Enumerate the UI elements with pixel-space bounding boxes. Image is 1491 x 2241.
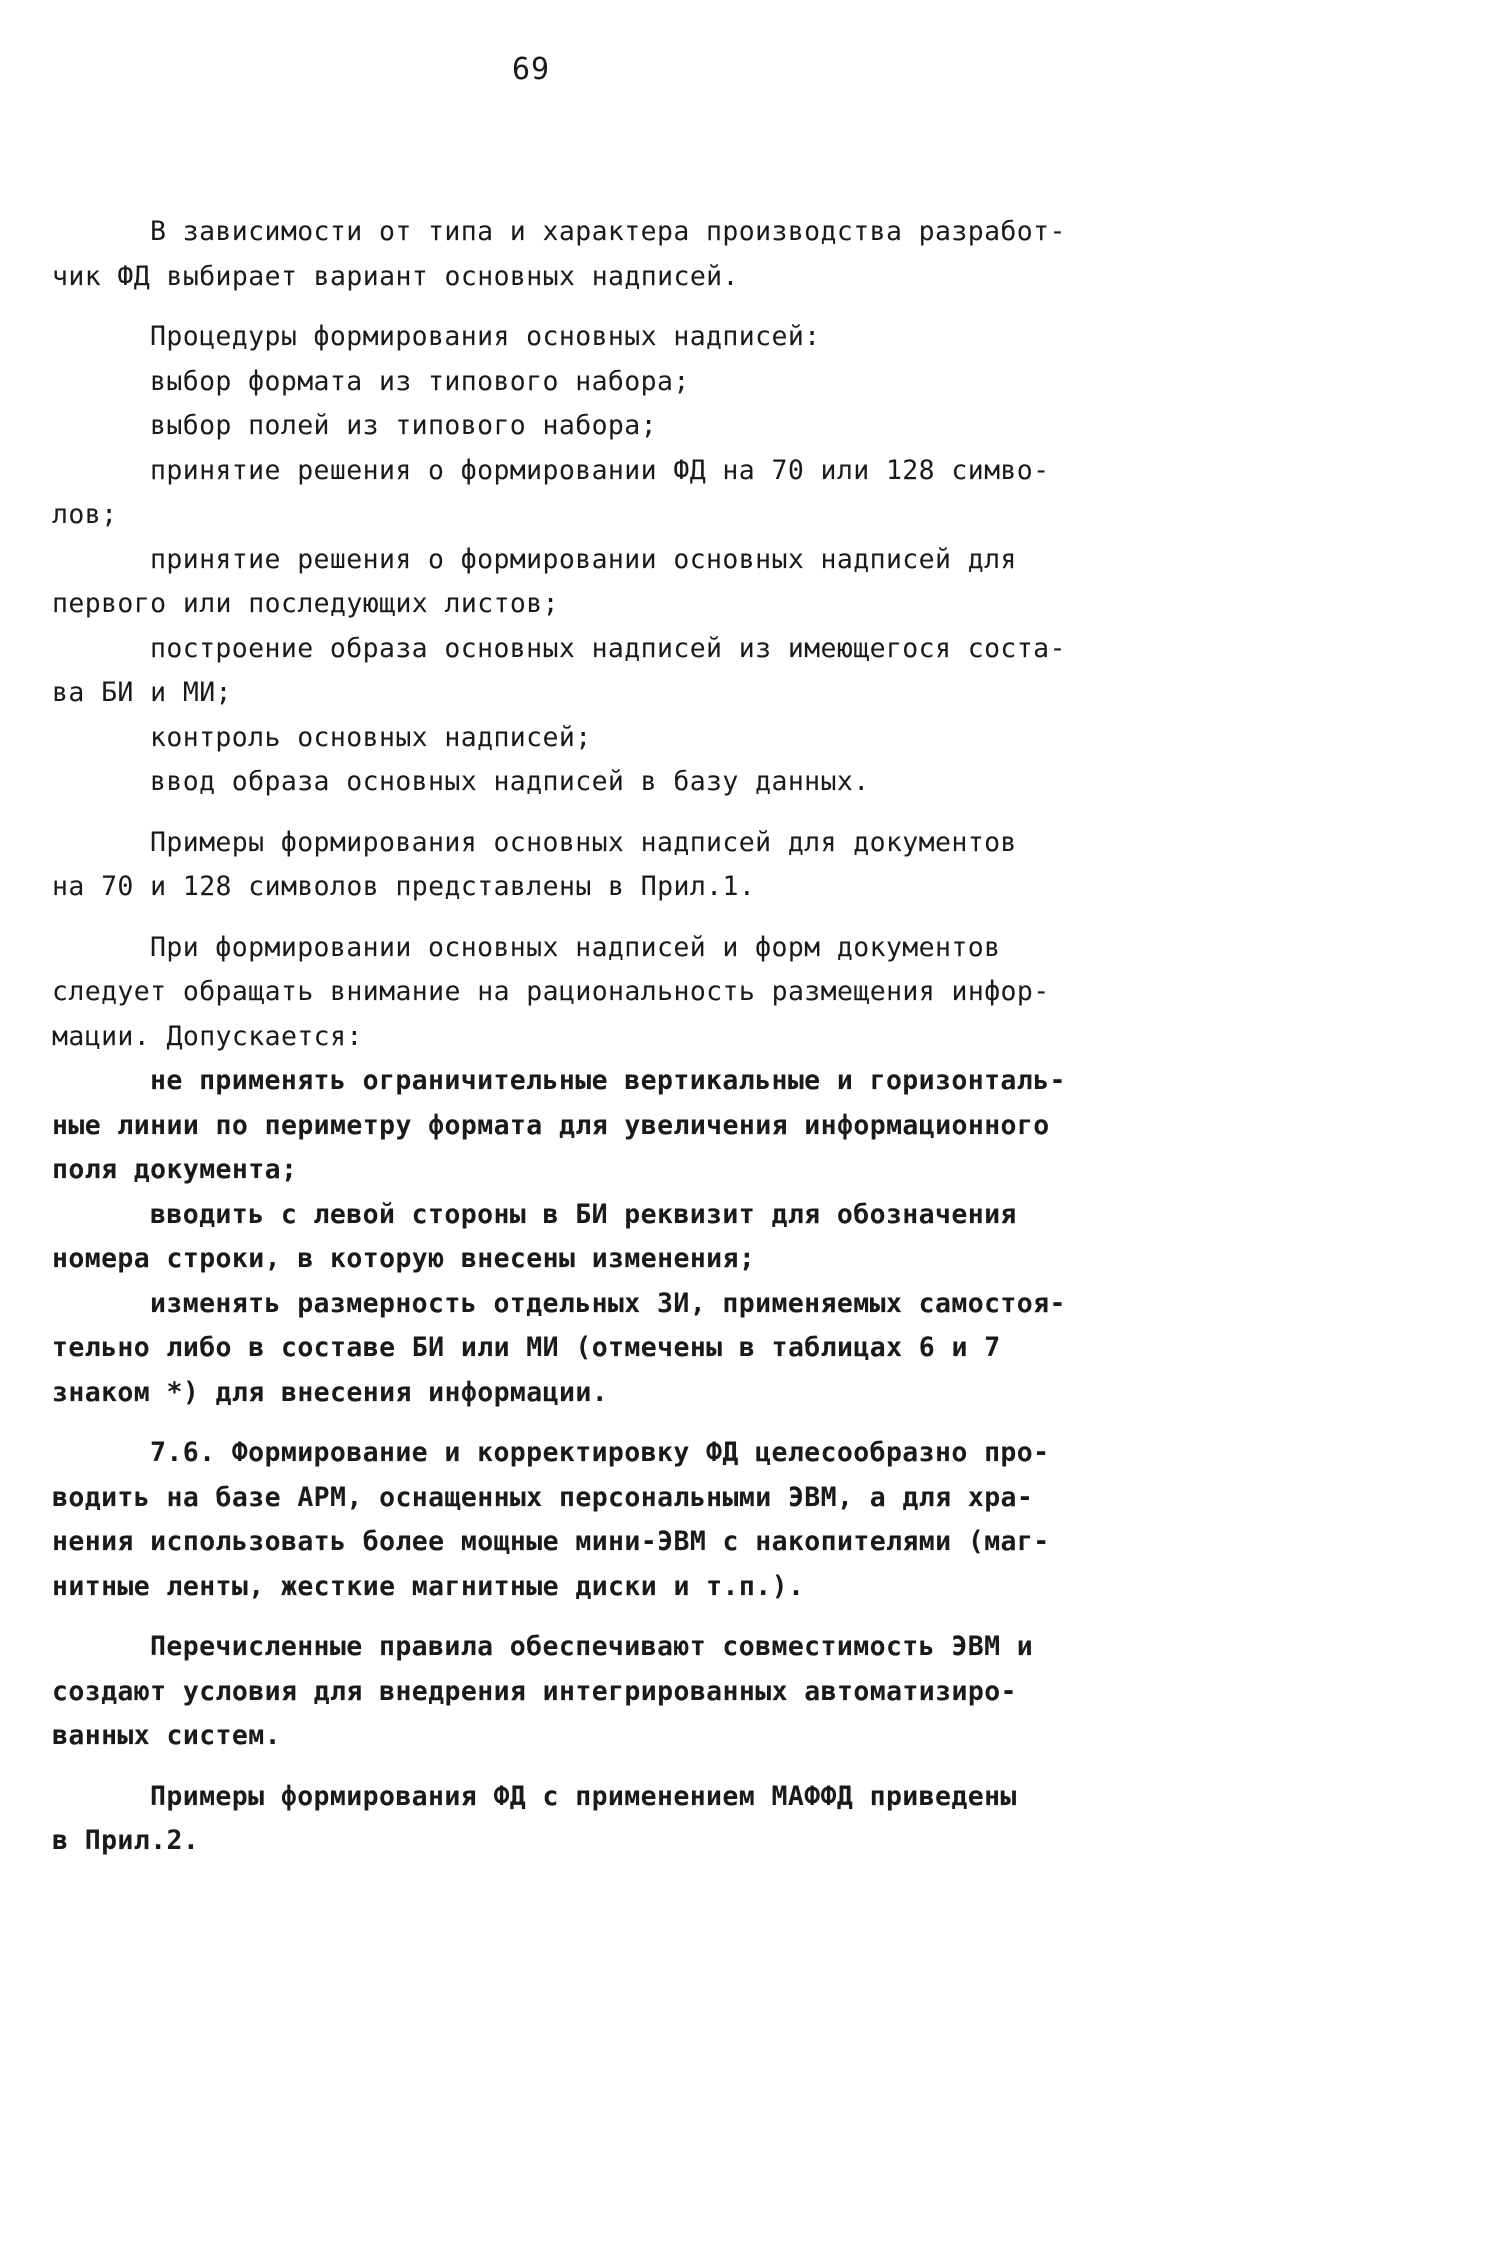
text-line: Перечисленные правила обеспечивают совместимость ЭВМ и: [150, 1631, 1034, 1662]
text-line: создают условия для внедрения интегрированных автоматизиро-: [52, 1675, 1017, 1707]
text-line: нитные ленты, жесткие магнитные диски и т.п.).: [52, 1570, 805, 1602]
paragraph-gap: [52, 805, 1162, 821]
paragraph-gap: [52, 1759, 1162, 1775]
text-line: ванных систем.: [52, 1720, 281, 1751]
text-line: на 70 и 128 символов представлены в Прил.1.: [52, 871, 756, 902]
text-line: При формировании основных надписей и форм документов: [150, 931, 1001, 963]
text-line: знаком *) для внесения информации.: [52, 1376, 609, 1408]
text-line: первого или последующих листов;: [52, 588, 559, 619]
text-line: не применять ограничительные вертикальные и горизонталь-: [150, 1065, 1066, 1096]
paragraph-gap: [52, 299, 1162, 315]
text-line: ные линии по периметру формата для увеличения информационного: [52, 1109, 1050, 1141]
text-line: 7.6. Формирование и корректировку ФД целесообразно про-: [150, 1437, 1050, 1468]
text-line: тельно либо в составе БИ или МИ (отмечены в таблицах 6 и 7: [52, 1332, 1001, 1363]
text-line: номера строки, в которую внесены изменения;: [52, 1243, 756, 1274]
text-line: изменять размерность отдельных ЗИ, применяемых самостоя-: [150, 1287, 1066, 1319]
text-line: выбор формата из типового набора;: [150, 365, 690, 397]
text-line: ва БИ и МИ;: [52, 677, 232, 708]
paragraph-gap: [52, 1415, 1162, 1431]
text-line: нения использовать более мощные мини-ЭВМ с накопителями (маг-: [52, 1526, 1050, 1557]
text-line: принятие решения о формировании ФД на 70 или 128 симво-: [150, 454, 1050, 486]
body-text: [52, 210, 1162, 1864]
text-line: мации. Допускается:: [52, 1020, 363, 1052]
text-line: лов;: [52, 499, 118, 530]
text-line: контроль основных надписей;: [150, 721, 592, 753]
text-line: построение образа основных надписей из имеющегося соста-: [150, 632, 1066, 664]
text-line: поля документа;: [52, 1154, 298, 1185]
text-line: следует обращать внимание на рациональность размещения инфор-: [52, 976, 1050, 1007]
page-number: 69: [511, 52, 551, 87]
text-line: Примеры формирования основных надписей для документов: [150, 826, 1017, 858]
text-line: чик ФД выбирает вариант основных надписей.: [52, 260, 739, 292]
text-line: в Прил.2.: [52, 1825, 200, 1856]
paragraph-gap: [52, 1609, 1162, 1625]
paragraph-gap: [52, 910, 1162, 926]
text-line: вводить с левой стороны в БИ реквизит для обозначения: [150, 1198, 1017, 1230]
text-line: ввод образа основных надписей в базу данных.: [150, 766, 870, 797]
text-line: В зависимости от типа и характера производства разработ-: [150, 216, 1066, 247]
text-line: принятие решения о формировании основных надписей для: [150, 543, 1017, 575]
text-line: Примеры формирования ФД с применением МАФФД приведены: [150, 1780, 1017, 1812]
text-line: водить на базе АРМ, оснащенных персональными ЭВМ, а для хра-: [52, 1481, 1034, 1513]
text-line: выбор полей из типового набора;: [150, 410, 657, 441]
text-line: Процедуры формирования основных надписей:: [150, 321, 821, 352]
